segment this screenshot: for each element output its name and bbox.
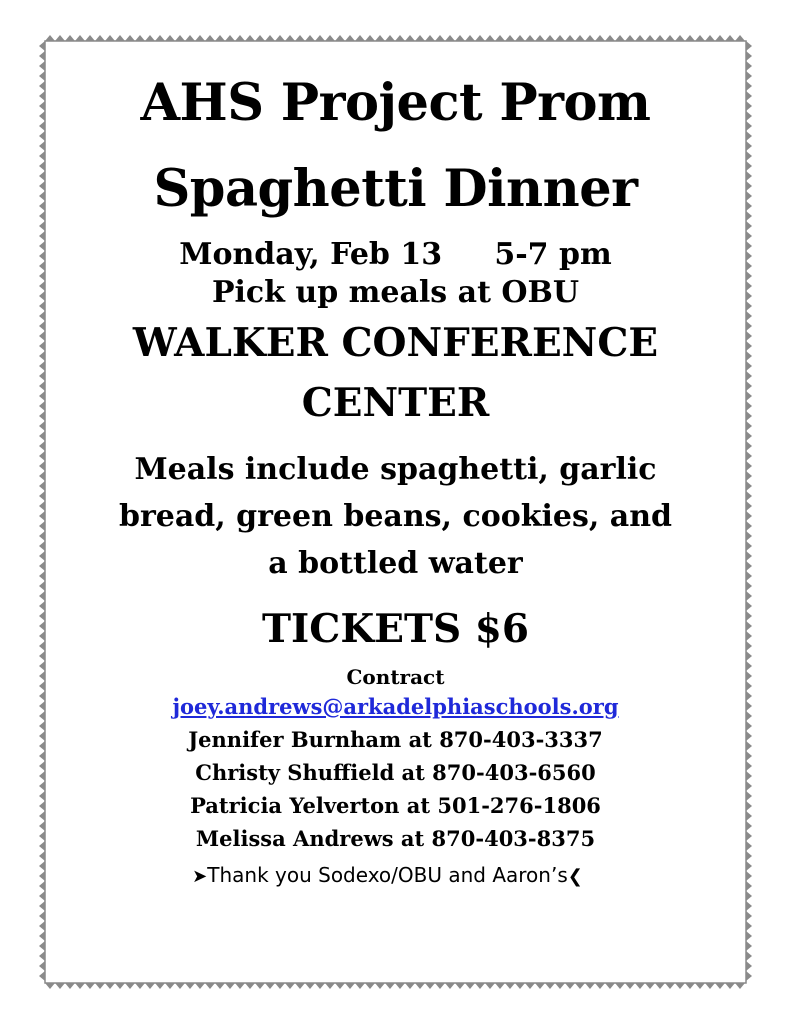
arrow-right-icon: ➤ [192,866,208,887]
thank-you-text: Thank you Sodexo/OBU and Aaron’s [207,863,568,887]
meals-description [60,446,731,587]
title-line-1: AHS Project Prom [140,73,651,133]
contact-list [60,723,731,855]
pickup-location: Pick up meals at OBU [211,275,580,310]
contact-item: Christy Shuffield at 870-403-6560 [195,760,596,785]
date-time-line [60,236,731,274]
event-time: 5-7 pm [494,237,612,272]
meals-line-3: a bottled water [268,546,523,581]
ticket-price: TICKETS $6 [262,606,529,652]
arrow-left-icon: ❮ [567,866,583,887]
contact-item: Jennifer Burnham at 870-403-3337 [188,727,603,752]
email-link[interactable]: joey.andrews@arkadelphiaschools.org [172,694,619,719]
meals-line-2: bread, green beans, cookies, and [118,499,673,534]
venue-line-2: CENTER [301,380,490,426]
contract-label: Contract [346,665,445,689]
contact-item: Melissa Andrews at 870-403-8375 [195,826,596,851]
venue-line-1: WALKER CONFERENCE [132,320,659,366]
meals-line-1: Meals include spaghetti, garlic [134,452,657,487]
event-date: Monday, Feb 13 [179,237,443,272]
flyer [60,60,731,895]
title-line-2: Spaghetti Dinner [153,159,638,219]
contact-item: Patricia Yelverton at 501-276-1806 [190,793,601,818]
thank-you-line [52,857,723,895]
